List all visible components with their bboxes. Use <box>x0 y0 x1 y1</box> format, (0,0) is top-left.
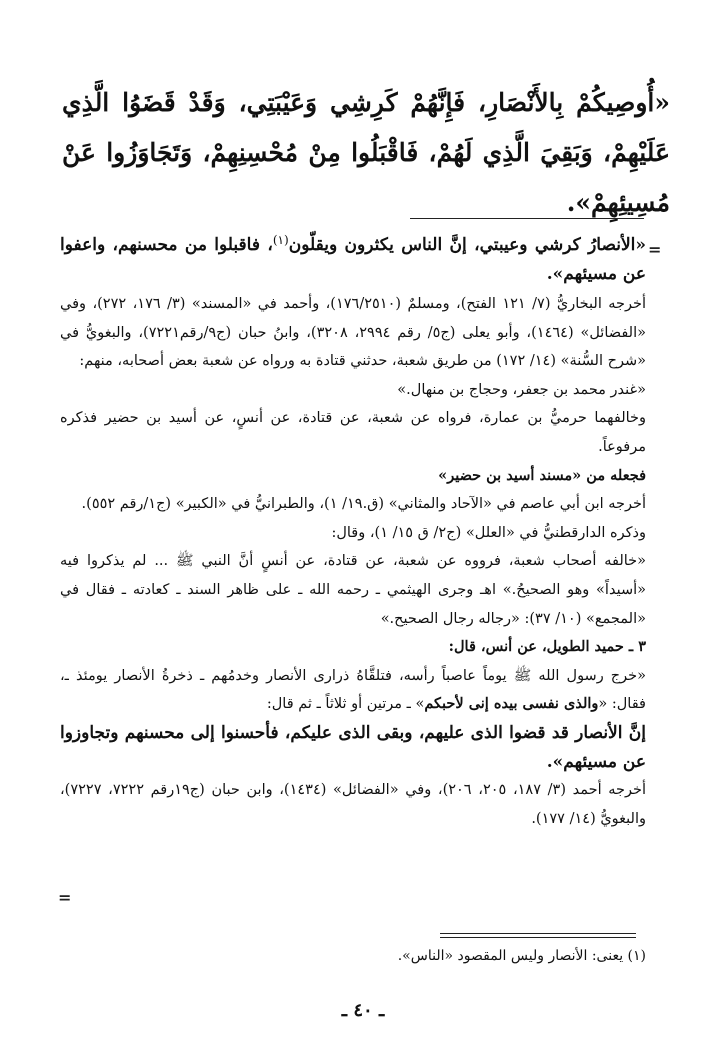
takhrij-paragraph-7: أخرجه أحمد (٣/ ١٨٧، ٢٠٥، ٢٠٦)، وفي «الفضائل» (١٤٣٤)، وابن حبان (ج١٩رقم ٧٢٢٢، ٧٢٢٧)، والبغويُّ (١٤/ ١٧٧). <box>60 782 646 827</box>
takhrij-heading-musnad: فجعله من «مسند أسيد بن حضير» <box>438 466 646 484</box>
footnote: (١) يعنى: الأنصار وليس المقصود «الناس». <box>397 948 646 964</box>
chain-heading: ٣ ـ حميد الطويل، عن أنس، قال: <box>448 638 646 656</box>
page-number: ـ ٤٠ ـ <box>341 1000 385 1021</box>
takhrij-paragraph-5: وذكره الدارقطنيُّ في «العلل» (ج٢/ ق ١٥/ ١)، وقال: <box>331 524 646 541</box>
hadith-narration <box>60 662 646 719</box>
hadith-variant <box>60 226 646 290</box>
narration-bold: والذى نفسى بيده إنى لأحبكم <box>424 695 599 713</box>
section-divider <box>410 218 644 219</box>
margin-mark-bottom: = <box>58 888 72 907</box>
footnote-ref: (١) <box>272 233 289 247</box>
hadith-text: «أُوصِيكُمْ بِالأَنْصَارِ، فَإِنَّهُمْ كَرِشِي وَعَيْبَتِي، وَقَدْ قَضَوُا الَّذِي عَلَيْهِمْ، وَبَقِيَ الَّذِي لَهُمْ، فَاقْبَلُوا مِنْ مُحْسِنِهِمْ، وَتَجَاوَزُوا عَنْ مُسِيئِهِمْ». <box>62 88 670 217</box>
takhrij-paragraph-4: أخرجه ابن أبي عاصم في «الآحاد والمثاني» (ق.١٩/ ١)، والطبرانيُّ في «الكبير» (ج١/رقم ٥٥٢). <box>81 496 646 513</box>
takhrij-paragraph-3: وخالفهما حرميُّ بن عمارة، فرواه عن شعبة، عن قتادة، عن أنسٍ، عن أسيد بن حضير فذكره مرفوعاً. <box>60 410 646 455</box>
narration-text: «خرج رسول الله ﷺ يوماً عاصباً رأسه، فتلقَّاهُ ذرارى الأنصار وخدمُهم ـ ذخرةُ الأنصار يومئذ ـ، فقال: « <box>60 667 646 713</box>
takhrij-section <box>60 226 646 833</box>
takhrij-paragraph-2: «غندر محمد بن جعفر، وحجاج بن منهال.» <box>397 381 646 398</box>
takhrij-paragraph-6: «خالفه أصحاب شعبة، فرووه عن شعبة، عن قتادة، عن أنسٍ أنَّ النبي ﷺ ... لم يذكروا فيه «أسيداً» وهو الصحيحُ.» اهـ وجرى الهيثمي ـ رحمه الله ـ على ظاهر السند ـ كعادته ـ فقال في «المجمع» (١٠/ ٣٧): «رجاله رجال الصحيح.» <box>60 553 646 627</box>
margin-mark-top: = <box>648 240 662 259</box>
takhrij-paragraph-1: أخرجه البخاريُّ (٧/ ١٢١ الفتح)، ومسلمٌ (١٧٦/٢٥١٠)، وأحمد في «المسند» (٣/ ١٧٦، ٢٧٢)، وفي «الفضائل» (١٤٦٤)، وأبو يعلى (ج٥/ رقم ٢٩٩٤، ٣٢٠٨)، وابنُ حبان (ج٩/رقم٧٢٢١)، والبغويُّ في «شرح السُّنة» (١٤/ ١٧٢) من طريق شعبة، حدثني قتادة به ورواه عن شعبة بعض أصحابه، منهم: <box>60 296 647 370</box>
hadith-variant-text-end: ، فاقبلوا من محسنهم، واعفوا عن مسيئهم». <box>60 234 646 285</box>
footnote-divider-second <box>440 937 636 938</box>
footnote-divider <box>440 933 636 934</box>
hadith-variant-text: «الأنصارُ كرشي وعيبتي، إنَّ الناس يكثرون ويقلّون <box>288 234 646 255</box>
narration-rest: » ـ مرتين أو ثلاثاً ـ ثم قال: <box>266 696 425 713</box>
narration-conclusion: إنَّ الأنصار قد قضوا الذى عليهم، وبقى الذى عليكم، فأحسنوا إلى محسنهم وتجاوزوا عن مسيئهم». <box>60 722 646 772</box>
